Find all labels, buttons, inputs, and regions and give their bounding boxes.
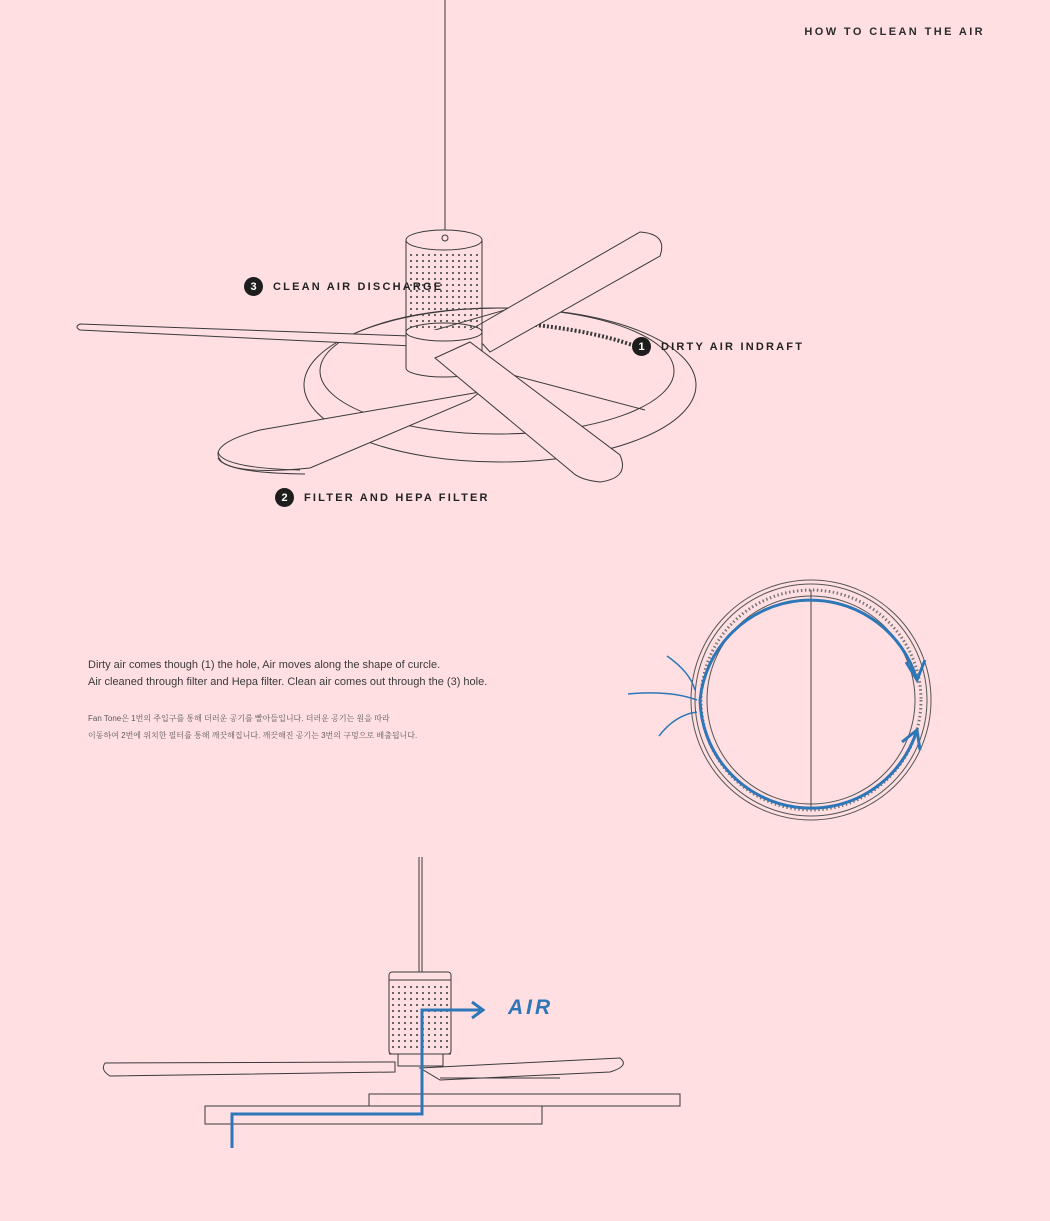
callout-label: DIRTY AIR INDRAFT <box>661 340 805 353</box>
callout-label: CLEAN AIR DISCHARGE <box>273 280 444 293</box>
intake-line-3 <box>659 712 697 736</box>
callout-number-badge: 3 <box>244 277 263 296</box>
intake-line-2 <box>628 693 697 700</box>
side-blade-right <box>420 1058 623 1080</box>
description-en-line-2: Air cleaned through filter and Hepa filter. Clean air comes out through the (3) hole. <box>88 676 488 688</box>
side-view-diagram <box>103 857 680 1148</box>
description-korean <box>88 710 417 744</box>
airflow-arc-bottom <box>700 700 917 808</box>
air-label: AIR <box>508 996 554 1019</box>
blade-back-right <box>470 232 662 352</box>
side-base-upper <box>369 1094 680 1106</box>
hub-top-cap <box>406 230 482 250</box>
callout-label: FILTER AND HEPA FILTER <box>304 491 490 504</box>
fan-isometric-drawing <box>77 0 696 482</box>
side-blade-left <box>103 1062 395 1076</box>
top-view-diagram <box>628 580 931 820</box>
description-en-line-1: Dirty air comes though (1) the hole, Air moves along the shape of curcle. <box>88 659 441 671</box>
callout-number-badge: 2 <box>275 488 294 507</box>
page-title: HOW TO CLEAN THE AIR <box>804 26 985 38</box>
description-ko-line-2: 이동하여 2번에 위치한 필터를 통해 깨끗해집니다. 깨끗해진 공기는 3번의 구멍으로 배출됩니다. <box>88 731 418 740</box>
description-ko-line-1: Fan Tone은 1번의 주입구를 통해 더러운 공기를 빨아들입니다. 더러운 공기는 원을 따라 <box>88 714 390 723</box>
callout-number-badge: 1 <box>632 337 651 356</box>
callout-filter-hepa <box>275 488 490 507</box>
description-english <box>88 657 487 691</box>
intake-line-1 <box>667 656 695 690</box>
callout-dirty-air-indraft <box>632 337 804 356</box>
callout-clean-air-discharge <box>244 277 443 296</box>
blade-left <box>77 324 412 346</box>
